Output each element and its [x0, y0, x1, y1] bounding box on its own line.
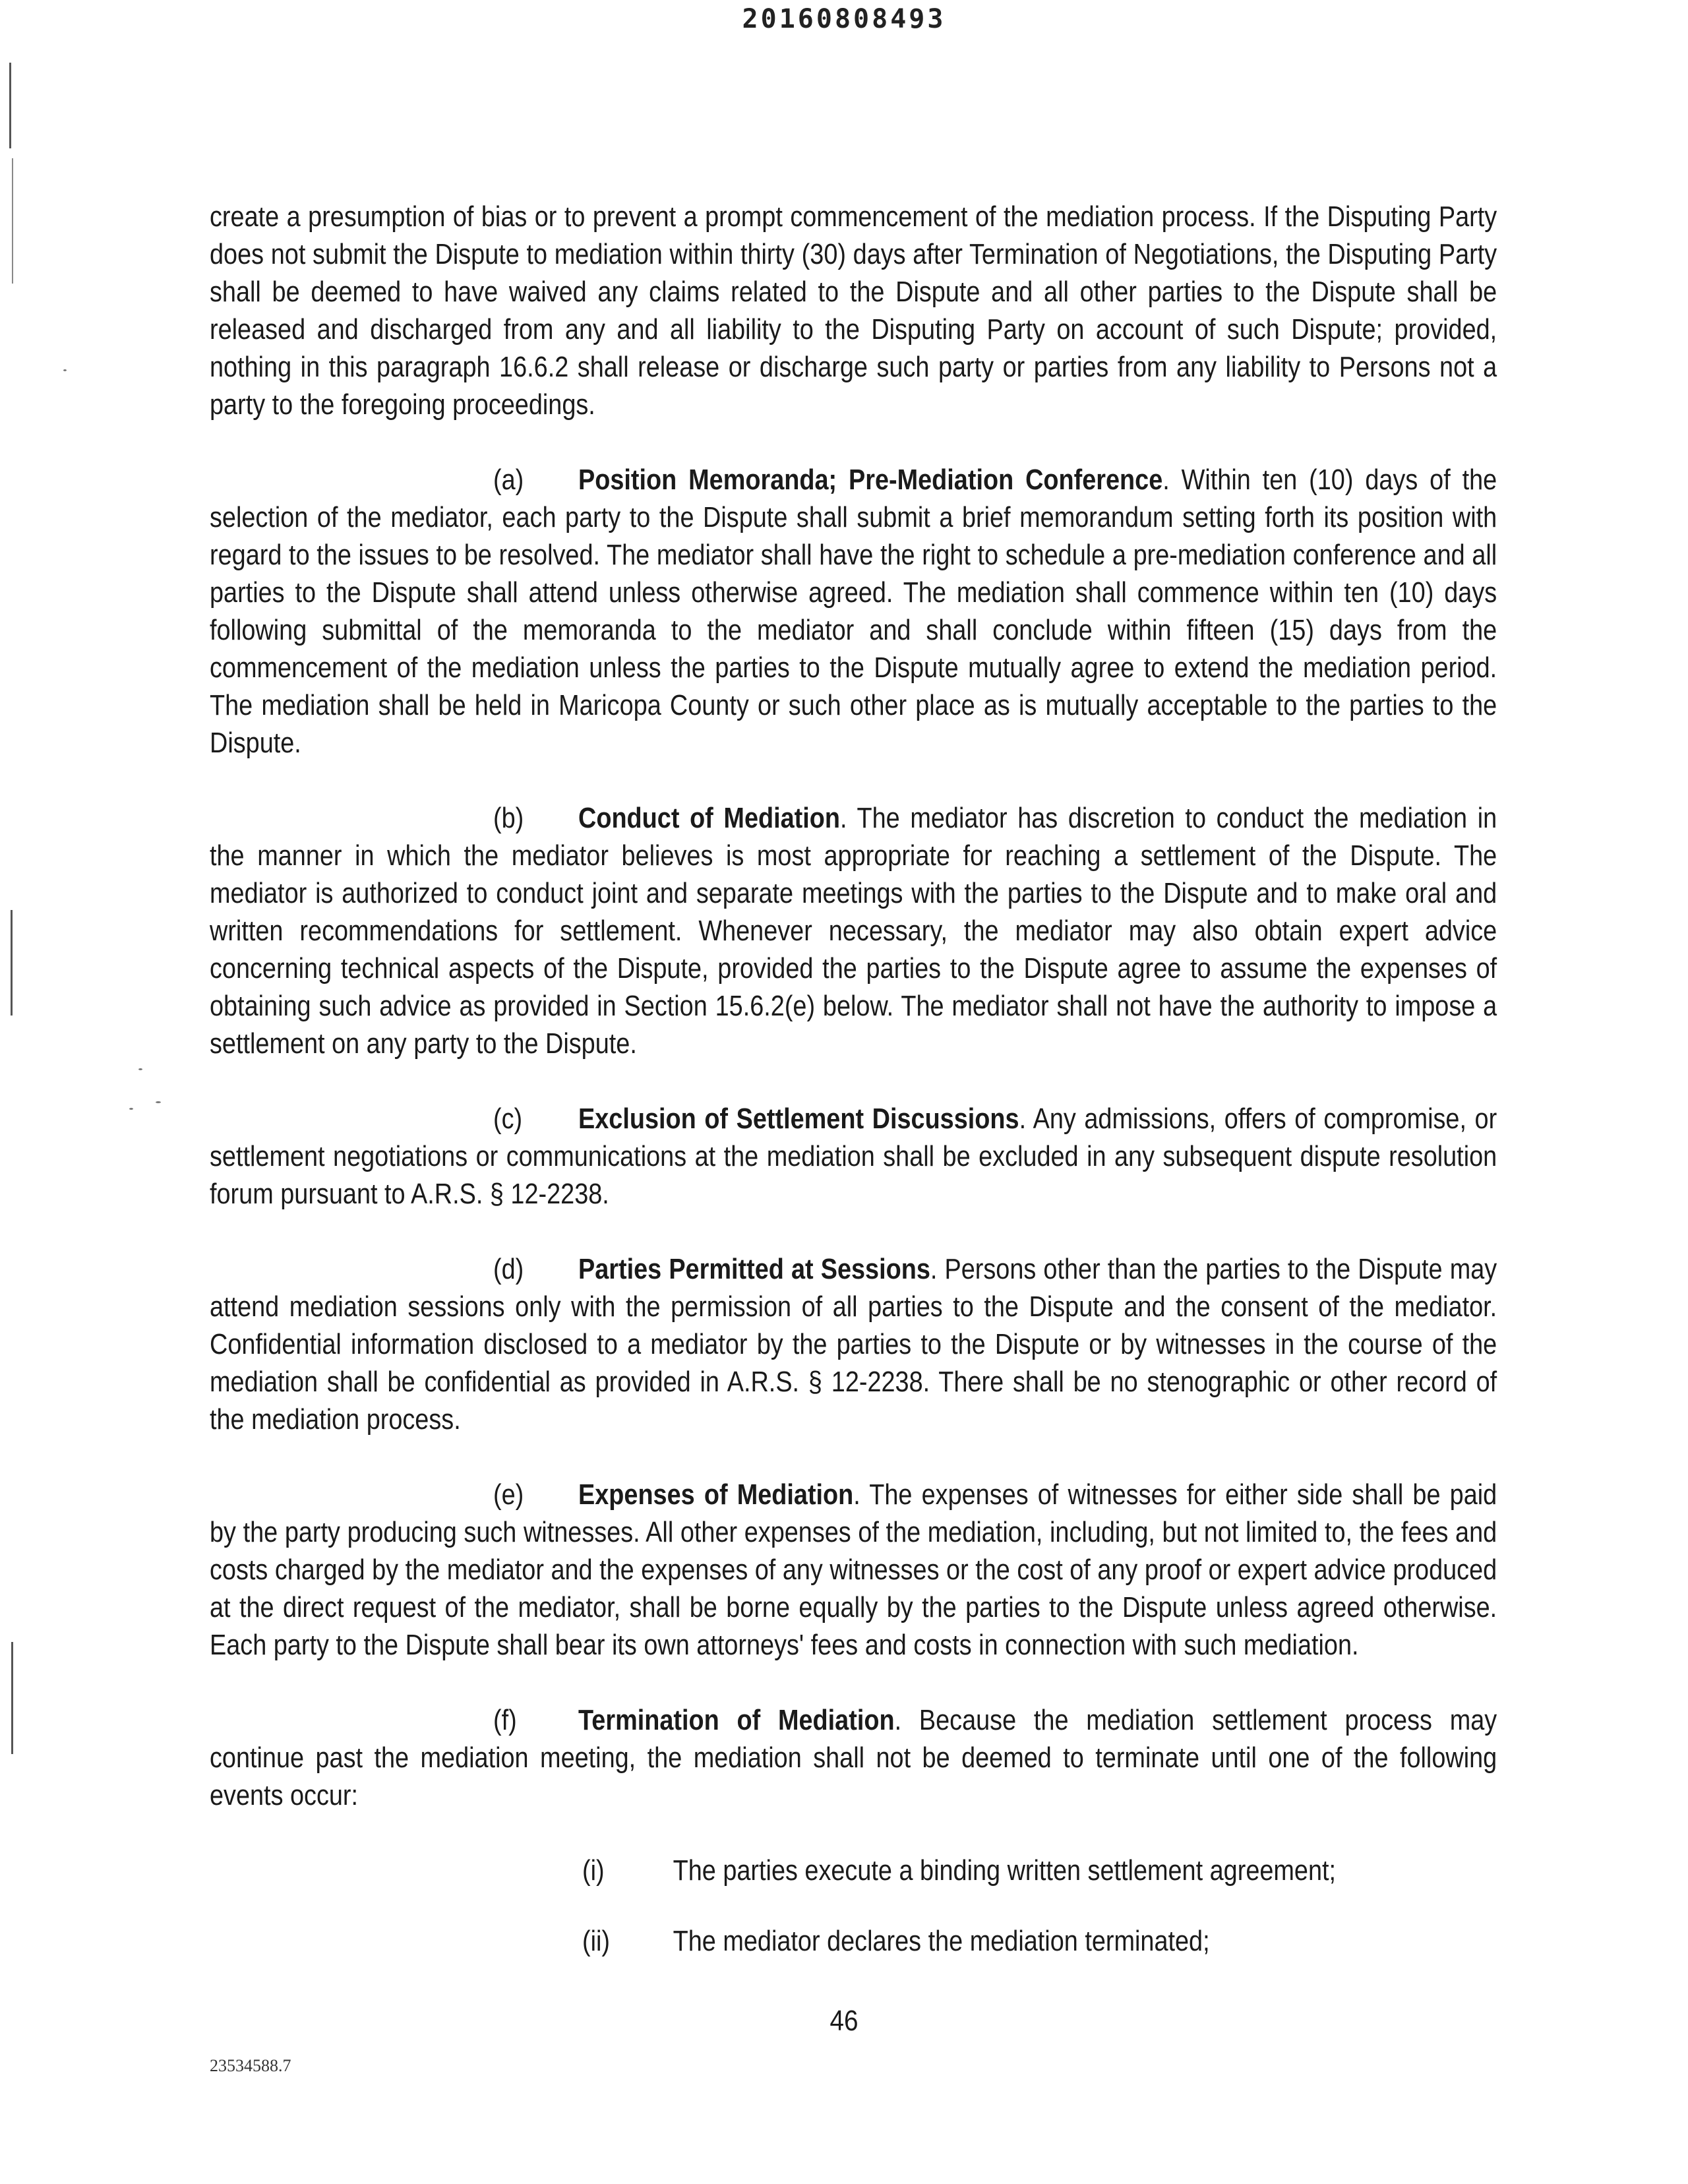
list-item-number: (i): [582, 1854, 605, 1887]
scan-speck: [129, 1108, 133, 1110]
section-label: (a): [493, 464, 524, 496]
list-item-number: (ii): [582, 1925, 611, 1957]
document-body: [210, 198, 1497, 1960]
section-heading: Termination of Mediation: [578, 1704, 895, 1736]
scan-speck: [156, 1101, 161, 1103]
section-label: (b): [493, 802, 524, 834]
section-label: (d): [493, 1253, 524, 1285]
section-text: Within ten (10) days of the selection of the mediator, each party to the Dispute shall submit a brief memorandum setting forth its position with regard to the issues to be resolved. The mediator shall have the right to schedule a pre-mediation conference and all parties to the Dispute shall attend unless otherwise agreed. The mediation shall commence within ten (10) days following submittal of the memoranda to the mediator and shall conclude within fifteen (15) days from the commencement of the mediation unless the parties to the Dispute mutually agree to extend the mediation period. The mediation shall be held in Maricopa County or such other place as is mutually acceptable to the parties to the Dispute.: [210, 464, 1497, 759]
section-f: (f) Termination of Mediation. Because the mediation settlement process may continue past the mediation meeting, the mediation shall not be deemed to terminate until one of the following events occur:: [210, 1701, 1497, 1814]
section-heading: Expenses of Mediation: [578, 1478, 854, 1511]
section-e: (e) Expenses of Mediation. The expenses of witnesses for either side shall be paid by the party producing such witnesses. All other expenses of the mediation, including, but not limited to, the fees and costs charged by the mediator and the expenses of any witnesses or the cost of any proof or expert advice produced at the direct request of the mediator, shall be borne equally by the parties to the Dispute unless agreed otherwise. Each party to the Dispute shall bear its own attorneys' fees and costs in connection with such mediation.: [210, 1476, 1497, 1664]
list-item-text: The parties execute a binding written settlement agreement;: [673, 1854, 1337, 1887]
section-label: (c): [493, 1103, 523, 1135]
section-b: (b) Conduct of Mediation. The mediator has discretion to conduct the mediation in the manner in which the mediator believes is most appropriate for reaching a settlement of the Dispute. The mediator is authorized to conduct joint and separate meetings with the parties to the Dispute and to make oral and written recommendations for settlement. Whenever necessary, the mediator may also obtain expert advice concerning technical aspects of the Dispute, provided the parties to the Dispute agree to assume the expenses of obtaining such advice as provided in Section 15.6.2(e) below. The mediator shall not have the authority to impose a settlement on any party to the Dispute.: [210, 799, 1497, 1062]
document-id: 23534588.7: [210, 2056, 291, 2075]
scan-speck: [138, 1068, 142, 1070]
scan-mark: [9, 63, 11, 148]
section-d: (d) Parties Permitted at Sessions. Persons other than the parties to the Dispute may attend mediation sessions only with the permission of all parties to the Dispute and the consent of the mediator. Confidential information disclosed to a mediator by the parties to the Dispute or by witnesses in the course of the mediation shall be confidential as provided in A.R.S. § 12-2238. There shall be no stenographic or other record of the mediation process.: [210, 1250, 1497, 1438]
section-heading: Position Memoranda; Pre-Mediation Conference: [578, 464, 1163, 496]
section-heading: Conduct of Mediation: [578, 802, 841, 834]
scan-mark: [11, 910, 13, 1016]
scan-mark: [11, 1642, 13, 1754]
section-text: Persons other than the parties to the Dispute may attend mediation sessions only with the permission of all parties to the Dispute and the consent of the mediator. Confidential information disclosed to a mediator by the parties to the Dispute or by witnesses in the course of the mediation shall be confidential as provided in A.R.S. § 12-2238. There shall be no stenographic or other record of the mediation process.: [210, 1253, 1497, 1436]
section-label: (e): [493, 1478, 524, 1511]
section-text: The expenses of witnesses for either side shall be paid by the party producing such witnesses. All other expenses of the mediation, including, but not limited to, the fees and costs charged by the mediator and the expenses of any witnesses or the cost of any proof or expert advice produced at the direct request of the mediator, shall be borne equally by the parties to the Dispute unless agreed otherwise. Each party to the Dispute shall bear its own attorneys' fees and costs in connection with such mediation.: [210, 1478, 1497, 1661]
section-c: (c) Exclusion of Settlement Discussions. Any admissions, offers of compromise, or settlement negotiations or communications at the mediation shall be excluded in any subsequent dispute resolution forum pursuant to A.R.S. § 12-2238.: [210, 1100, 1497, 1213]
document-number: 20160808493: [742, 4, 946, 34]
section-label: (f): [493, 1704, 517, 1736]
intro-paragraph: create a presumption of bias or to prevent a prompt commencement of the mediation process. If the Disputing Party does not submit the Dispute to mediation within thirty (30) days after Termination of Negotiations, the Disputing Party shall be deemed to have waived any claims related to the Dispute and all other parties to the Dispute shall be released and discharged from any and all liability to the Disputing Party on account of such Dispute; provided, nothing in this paragraph 16.6.2 shall release or discharge such party or parties from any liability to Persons not a party to the foregoing proceedings.: [210, 200, 1497, 421]
scan-speck: [63, 369, 67, 371]
section-a: (a) Position Memoranda; Pre-Mediation Conference. Within ten (10) days of the selection of the mediator, each party to the Dispute shall submit a brief memorandum setting forth its position with regard to the issues to be resolved. The mediator shall have the right to schedule a pre-mediation conference and all parties to the Dispute shall attend unless otherwise agreed. The mediation shall commence within ten (10) days following submittal of the memoranda to the mediator and shall conclude within fifteen (15) days from the commencement of the mediation unless the parties to the Dispute mutually agree to extend the mediation period. The mediation shall be held in Maricopa County or such other place as is mutually acceptable to the parties to the Dispute.: [210, 461, 1497, 762]
section-text: Because the mediation settlement process may continue past the mediation meeting, the mediation shall not be deemed to terminate until one of the following events occur:: [210, 1704, 1497, 1811]
page-number: 46: [829, 2005, 859, 2037]
section-text: The mediator has discretion to conduct the mediation in the manner in which the mediator believes is most appropriate for reaching a settlement of the Dispute. The mediator is authorized to conduct joint and separate meetings with the parties to the Dispute and to make oral and written recommendations for settlement. Whenever necessary, the mediator may also obtain expert advice concerning technical aspects of the Dispute, provided the parties to the Dispute agree to assume the expenses of obtaining such advice as provided in Section 15.6.2(e) below. The mediator shall not have the authority to impose a settlement on any party to the Dispute.: [210, 802, 1497, 1060]
list-item-text: The mediator declares the mediation terminated;: [673, 1925, 1210, 1957]
section-text: Any admissions, offers of compromise, or settlement negotiations or communications at the mediation shall be excluded in any subsequent dispute resolution forum pursuant to A.R.S. § 12-2238.: [210, 1103, 1497, 1210]
scan-mark: [12, 158, 13, 284]
section-heading: Exclusion of Settlement Discussions: [578, 1103, 1019, 1135]
section-heading: Parties Permitted at Sessions: [578, 1253, 930, 1285]
list-item: [210, 1852, 1497, 1889]
list-item: [210, 1922, 1497, 1960]
